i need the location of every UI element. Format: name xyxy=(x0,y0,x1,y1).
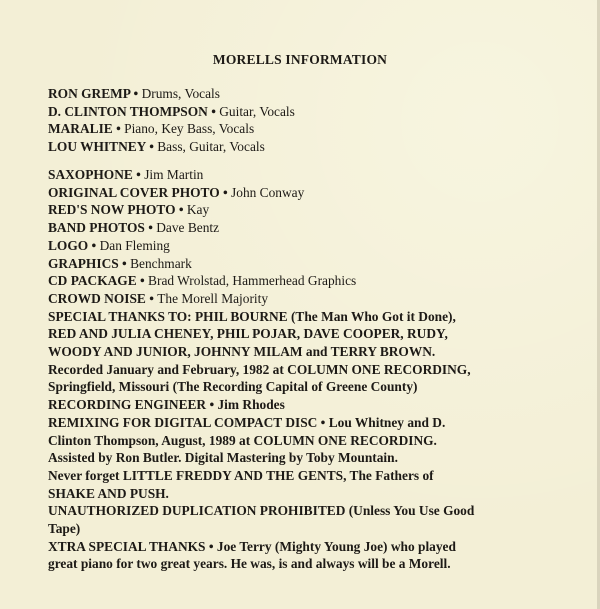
text-line: SHAKE AND PUSH. xyxy=(48,485,169,501)
text-line: RECORDING ENGINEER • Jim Rhodes xyxy=(48,397,285,413)
page-title: MORELLS INFORMATION xyxy=(212,52,388,67)
text-line: RED AND JULIA CHENEY, PHIL POJAR, DAVE COOPER, RUDY, xyxy=(48,326,448,342)
text-line: UNAUTHORIZED DUPLICATION PROHIBITED (Unless You Use Good xyxy=(48,503,475,519)
text-line: REMIXING FOR DIGITAL COMPACT DISC • Lou Whitney and D. xyxy=(48,414,446,430)
text-line: XTRA SPECIAL THANKS • Joe Terry (Mighty Young Joe) who played xyxy=(48,538,456,554)
text-line: Assisted by Ron Butler. Digital Mastering by Toby Mountain. xyxy=(48,450,398,466)
text-line: Tape) xyxy=(48,521,81,537)
credit-line: GRAPHICS • Benchmark xyxy=(48,255,192,271)
member-line: MARALIE • Piano, Key Bass, Vocals xyxy=(48,121,255,137)
text-line: Recorded January and February, 1982 at COLUMN ONE RECORDING, xyxy=(48,361,471,377)
credit-line: CD PACKAGE • Brad Wrolstad, Hammerhead Graphics xyxy=(48,273,357,289)
credit-line: LOGO • Dan Fleming xyxy=(48,237,170,253)
credits-list xyxy=(48,166,593,573)
member-line: LOU WHITNEY • Bass, Guitar, Vocals xyxy=(48,139,265,155)
text-line: Clinton Thompson, August, 1989 at COLUMN ONE RECORDING. xyxy=(48,432,437,448)
text-line: WOODY AND JUNIOR, JOHNNY MILAM and TERRY BROWN. xyxy=(48,344,436,360)
text-line: Springfield, Missouri (The Recording Capital of Greene County) xyxy=(48,379,418,395)
text-line: SPECIAL THANKS TO: PHIL BOURNE (The Man Who Got it Done), xyxy=(48,308,456,324)
member-line: D. CLINTON THOMPSON • Guitar, Vocals xyxy=(48,103,295,119)
credit-line: ORIGINAL COVER PHOTO • John Conway xyxy=(48,184,305,200)
credit-line: RED'S NOW PHOTO • Kay xyxy=(48,202,210,218)
credit-line: BAND PHOTOS • Dave Bentz xyxy=(48,220,220,236)
member-line: RON GREMP • Drums, Vocals xyxy=(48,86,220,101)
text-line: great piano for two great years. He was, is and always will be a Morell. xyxy=(48,556,451,572)
credit-line: SAXOPHONE • Jim Martin xyxy=(48,167,204,182)
text-line: Never forget LITTLE FREDDY AND THE GENTS, The Fathers of xyxy=(48,467,434,483)
band-members-list xyxy=(48,85,593,156)
credit-line: CROWD NOISE • The Morell Majority xyxy=(48,290,269,306)
